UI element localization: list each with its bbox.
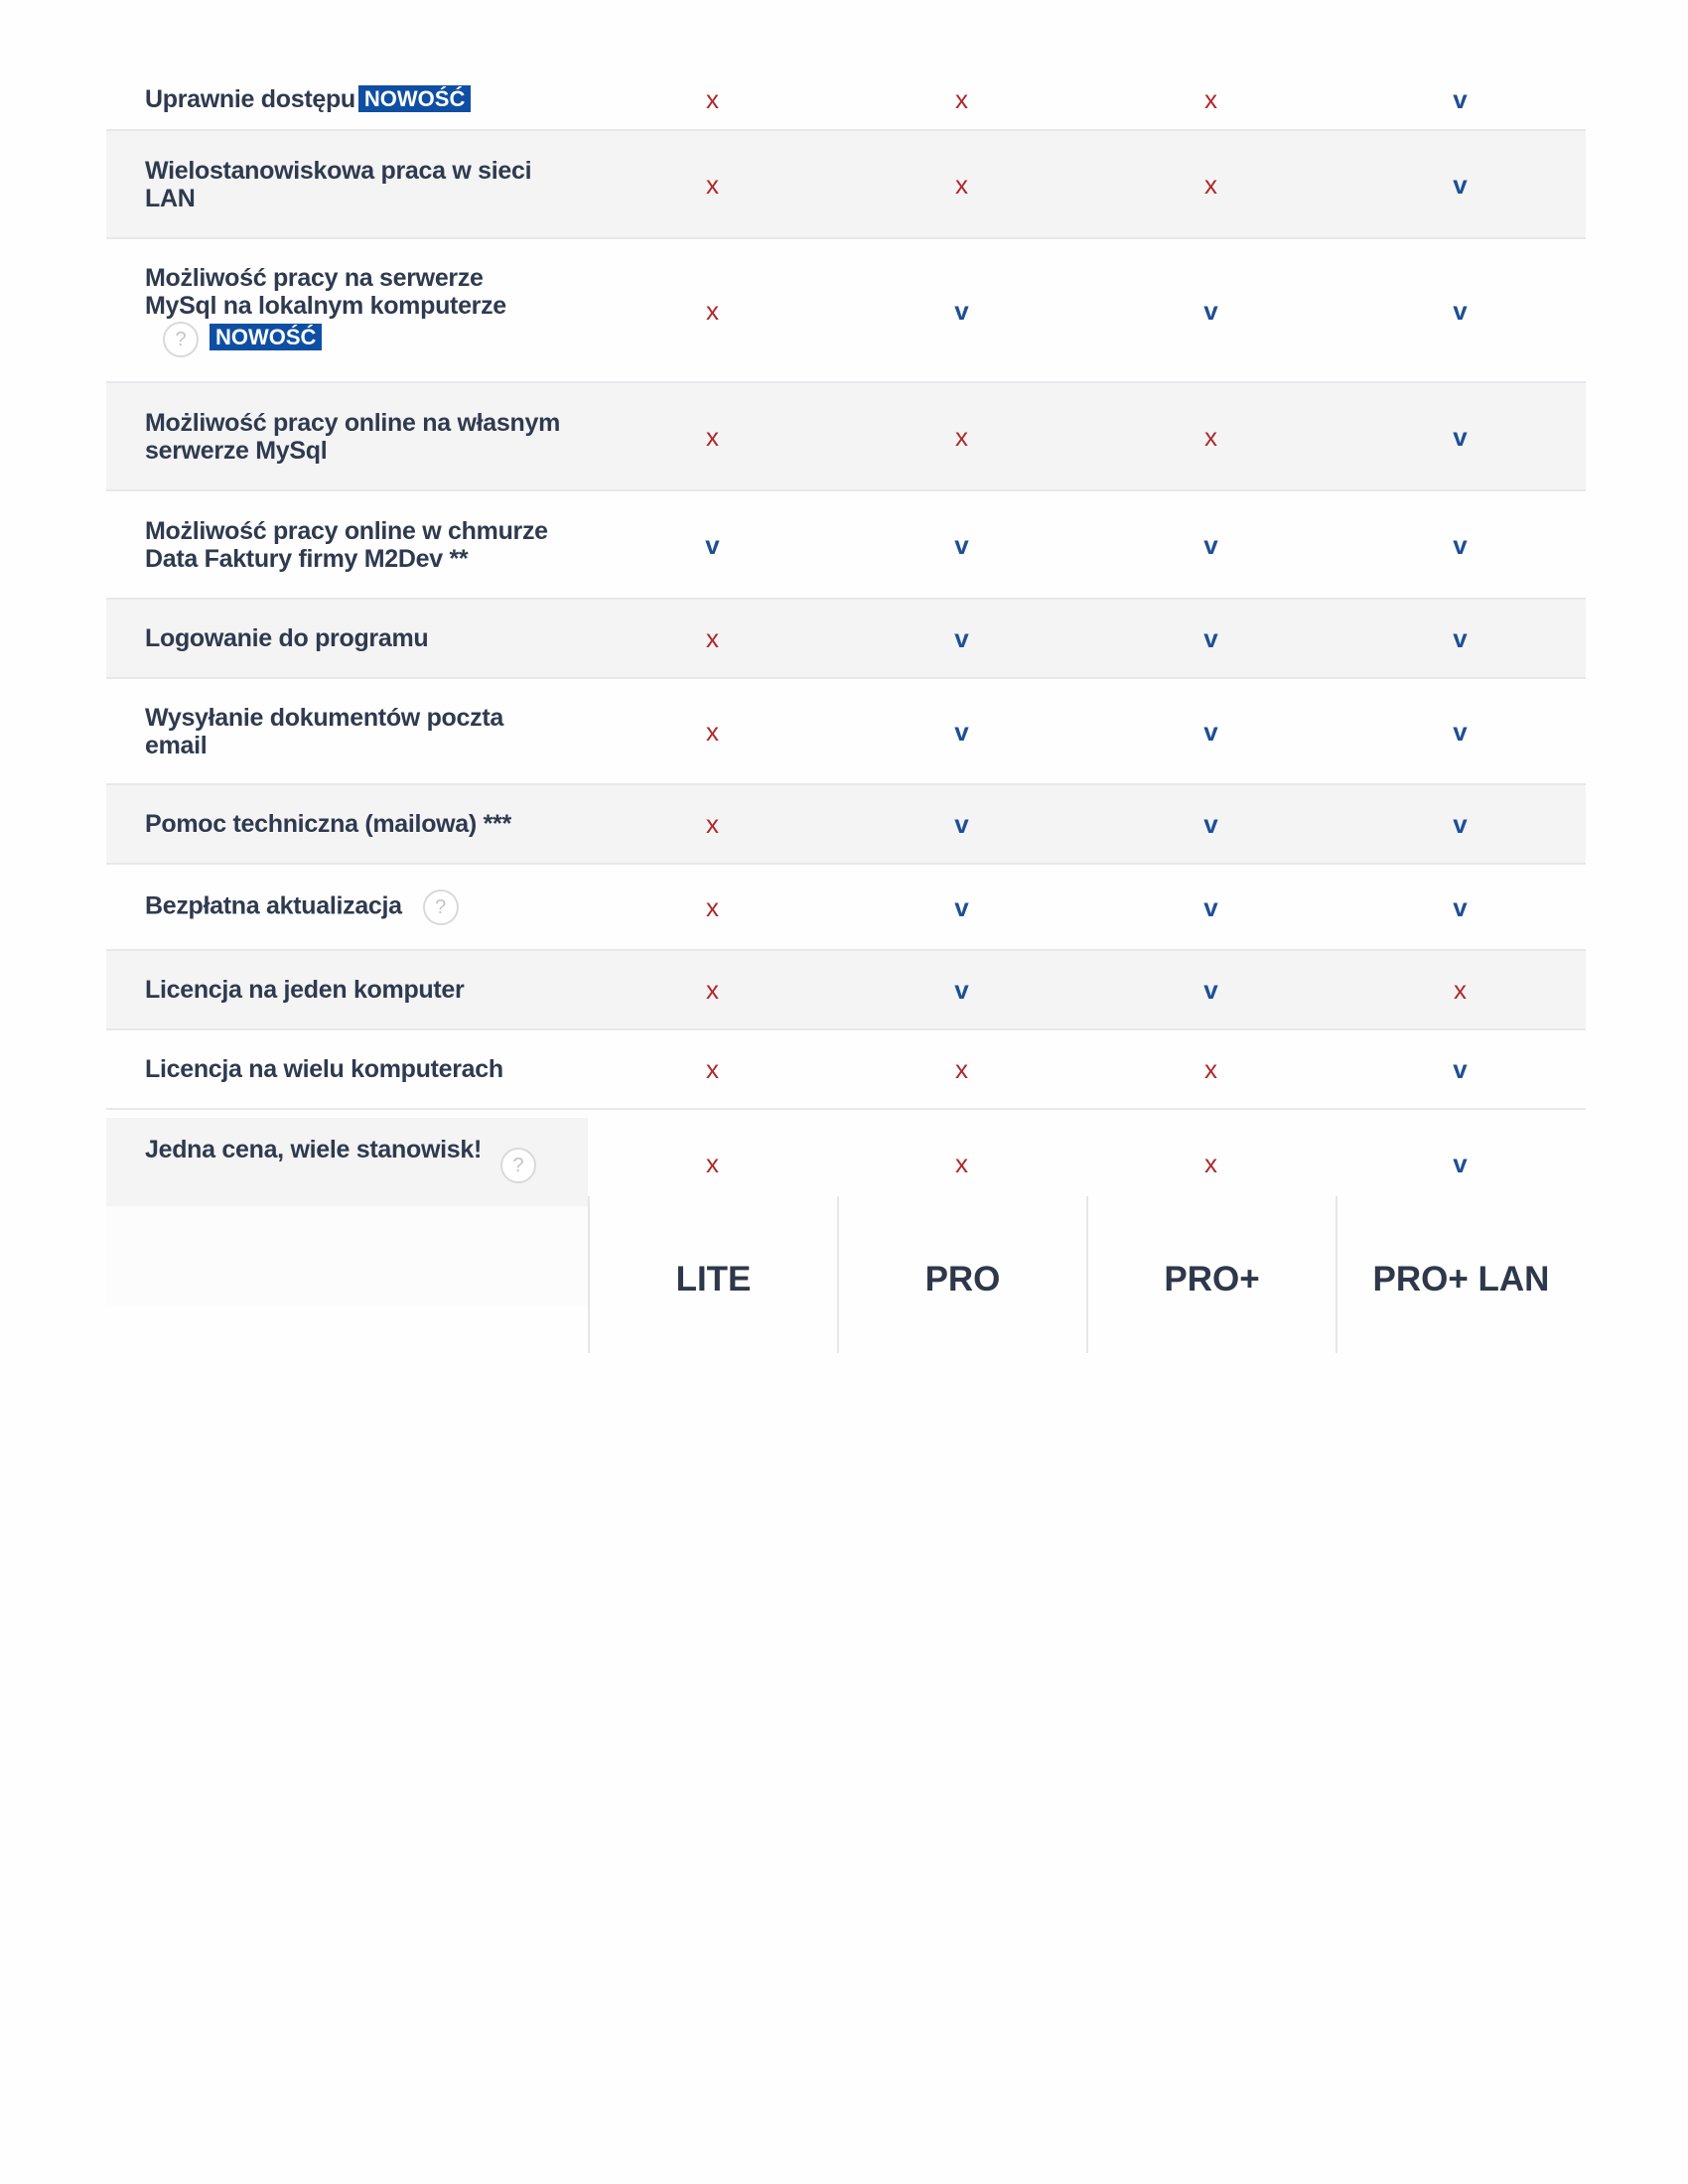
pro-plus-lan-mark: x	[1454, 975, 1467, 1005]
lite-mark: x	[706, 809, 719, 839]
pro-mark: x	[955, 421, 968, 452]
pro-mark: v	[954, 295, 969, 326]
pro-plus-lan-mark: v	[1453, 623, 1468, 653]
plan-pro: PRO	[837, 1196, 1086, 1353]
pro-mark: v	[954, 809, 969, 839]
new-badge: NOWOŚĆ	[358, 85, 471, 112]
feature-cell	[106, 679, 588, 783]
pro-plus-lan-mark: v	[1453, 809, 1468, 839]
feature-cell	[106, 865, 588, 949]
table-row	[106, 951, 1586, 1030]
pro-plus-mark: v	[1203, 529, 1218, 560]
pro-plus-mark: v	[1203, 891, 1218, 922]
pro-plus-lan-mark: v	[1453, 169, 1468, 200]
pro-mark: v	[954, 891, 969, 922]
pro-mark: v	[954, 623, 969, 653]
table-row	[106, 865, 1586, 951]
feature-cell	[106, 239, 588, 381]
pro-plus-lan-mark: v	[1453, 529, 1468, 560]
table-row	[106, 491, 1586, 600]
feature-label: Możliwość pracy online na własnym serwerze MySql	[145, 408, 560, 465]
pro-plus-mark: v	[1203, 975, 1218, 1005]
pro-plus-mark: v	[1203, 623, 1218, 653]
feature-cell	[106, 1118, 588, 1209]
pro-plus-lan-mark: v	[1453, 84, 1468, 114]
lite-mark: x	[706, 623, 719, 653]
feature-label: Możliwość pracy na serwerze MySql na lokalnym komputerze	[145, 263, 506, 320]
pro-mark: v	[954, 716, 969, 747]
lite-mark: x	[706, 169, 719, 200]
pro-mark: v	[954, 529, 969, 560]
lite-mark: x	[706, 421, 719, 452]
lite-mark: x	[706, 975, 719, 1005]
plan-pro-plus: PRO+	[1086, 1196, 1336, 1353]
pro-plus-lan-mark: v	[1453, 891, 1468, 922]
feature-label: Logowanie do programu	[145, 624, 429, 652]
plan-header	[588, 1196, 1585, 1353]
pro-plus-lan-mark: v	[1453, 1149, 1468, 1178]
lite-mark: x	[706, 295, 719, 326]
feature-cell	[106, 131, 588, 237]
lite-mark: v	[705, 529, 720, 560]
feature-label: Licencja na wielu komputerach	[145, 1055, 503, 1083]
table-row	[106, 1030, 1586, 1110]
table-row	[106, 600, 1586, 679]
feature-cell	[106, 600, 588, 677]
pro-plus-mark: v	[1203, 295, 1218, 326]
lite-mark: x	[706, 891, 719, 922]
feature-label: Wysyłanie dokumentów poczta email	[145, 703, 503, 759]
pro-plus-mark: v	[1203, 809, 1218, 839]
pro-mark: x	[955, 1054, 968, 1084]
feature-cell	[106, 1030, 588, 1108]
feature-cell	[106, 69, 588, 129]
help-icon[interactable]: ?	[500, 1148, 536, 1183]
lite-mark: x	[706, 1149, 719, 1178]
feature-label: Bezpłatna aktualizacja	[145, 891, 402, 920]
pro-plus-lan-mark: v	[1453, 716, 1468, 747]
feature-label: Jedna cena, wiele stanowisk!	[145, 1136, 482, 1163]
pro-plus-mark: x	[1204, 169, 1217, 200]
pro-plus-lan-mark: v	[1453, 421, 1468, 452]
pro-plus-lan-mark: v	[1453, 295, 1468, 326]
feature-label: Uprawnie dostępu	[145, 85, 355, 113]
table-row	[106, 785, 1586, 865]
help-icon[interactable]: ?	[163, 322, 199, 357]
pro-plus-lan-mark: v	[1453, 1054, 1468, 1084]
table-row	[106, 239, 1586, 383]
feature-cell	[106, 383, 588, 489]
new-badge: NOWOŚĆ	[210, 324, 322, 350]
pro-plus-mark: x	[1204, 84, 1217, 114]
pro-plus-mark: x	[1204, 1149, 1217, 1178]
feature-cell	[106, 491, 588, 598]
feature-label: Licencja na jeden komputer	[145, 976, 465, 1004]
pro-plus-mark: x	[1204, 421, 1217, 452]
header-spacer	[106, 1206, 588, 1305]
help-icon[interactable]: ?	[423, 889, 459, 925]
pro-mark: x	[955, 84, 968, 114]
lite-mark: x	[706, 84, 719, 114]
plan-lite: LITE	[588, 1196, 837, 1353]
feature-cell	[106, 951, 588, 1028]
table-row	[106, 69, 1586, 131]
plan-pro-plus-lan: PRO+ LAN	[1336, 1196, 1585, 1353]
comparison-table	[106, 69, 1586, 1209]
pro-plus-mark: x	[1204, 1054, 1217, 1084]
pro-mark: x	[955, 169, 968, 200]
lite-mark: x	[706, 1054, 719, 1084]
feature-cell	[106, 785, 588, 863]
pro-mark: x	[955, 1149, 968, 1178]
pro-mark: v	[954, 975, 969, 1005]
feature-label: Pomoc techniczna (mailowa) ***	[145, 810, 511, 838]
feature-label: Wielostanowiskowa praca w sieci LAN	[145, 156, 532, 212]
table-row	[106, 131, 1586, 239]
table-row	[106, 383, 1586, 491]
table-row	[106, 679, 1586, 785]
pro-plus-mark: v	[1203, 716, 1218, 747]
feature-label: Możliwość pracy online w chmurze Data Faktury firmy M2Dev **	[145, 516, 548, 573]
lite-mark: x	[706, 716, 719, 747]
